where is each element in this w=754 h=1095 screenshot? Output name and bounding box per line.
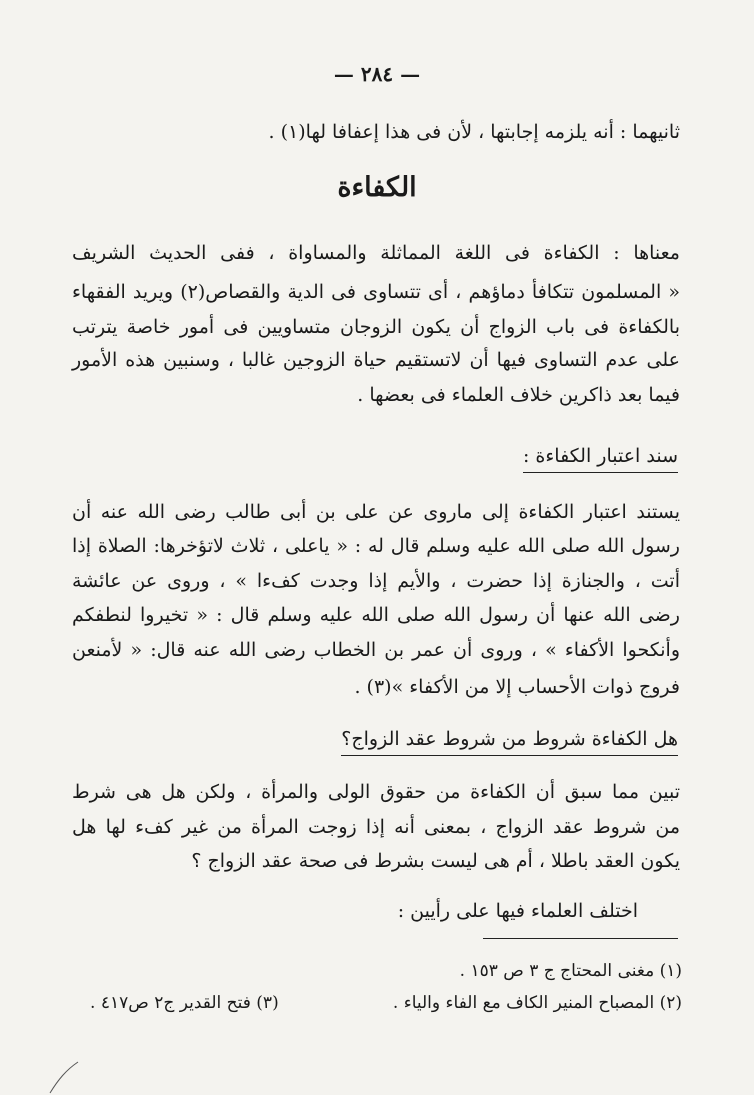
paragraph-line: أتت ، والجنازة إذا حضرت ، والأيم إذا وجدت كفءا » ، وروى عن عائشة [72, 570, 680, 592]
footnote-1: (١) مغنى المحتاج ج ٣ ص ١٥٣ . [459, 961, 682, 981]
paragraph-line: « المسلمون تتكافأ دماؤهم ، أى تتساوى فى الدية والقصاص(٢) ويريد الفقهاء [72, 281, 680, 303]
paragraph-line: تبين مما سبق أن الكفاءة من حقوق الولى والمرأة ، ولكن هل هى شرط [72, 781, 680, 803]
section-heading-basis: سند اعتبار الكفاءة : [523, 442, 678, 473]
paragraph-line: فروج ذوات الأحساب إلا من الأكفاء »(٣) . [354, 676, 680, 698]
footnote-divider [483, 938, 678, 939]
paragraph-line: رضى الله عنها أن رسول الله صلى الله عليه وسلم قال : « تخيروا لنطفكم [72, 604, 680, 626]
paragraph-line: من شروط عقد الزواج ، بمعنى أنه إذا زوجت المرأة من غير كفء لها هل [72, 816, 680, 838]
footnote-2: (٢) المصباح المنير الكاف مع الفاء والياء . [392, 993, 682, 1013]
page-number: — ٢٨٤ — [333, 62, 421, 86]
section-heading-condition: هل الكفاءة شروط من شروط عقد الزواج؟ [341, 725, 678, 756]
paragraph-line: معناها : الكفاءة فى اللغة المماثلة والمساواة ، ففى الحديث الشريف [72, 242, 680, 264]
paragraph-line: رسول الله صلى الله عليه وسلم قال له : « ياعلى ، ثلاث لاتؤخرها: الصلاة إذا [72, 535, 680, 557]
paragraph-line: فيما بعد ذاكرين خلاف العلماء فى بعضها . [357, 384, 680, 406]
pencil-mark [48, 1060, 88, 1094]
paragraph-line: بالكفاءة فى باب الزواج أن يكون الزوجان متساويين فى أمور خاصة يترتب [72, 316, 680, 338]
paragraph-line: يستند اعتبار الكفاءة إلى ماروى عن على بن أبى طالب رضى الله عنه أن [72, 501, 680, 523]
paragraph-line: اختلف العلماء فيها على رأيين : [397, 900, 638, 922]
paragraph-line: على عدم التساوى فيها أن لاتستقيم حياة الزوجين غالبا ، وسنبين هذه الأمور [72, 349, 680, 371]
paragraph-line: يكون العقد باطلا ، أم هى ليست بشرط فى صحة عقد الزواج ؟ [191, 850, 680, 872]
footnote-3: (٣) فتح القدير ج٢ ص٤١٧ . [90, 993, 279, 1013]
intro-line: ثانيهما : أنه يلزمه إجابتها ، لأن فى هذا إعفافا لها(١) . [268, 121, 680, 143]
paragraph-line: وأنكحوا الأكفاء » ، وروى أن عمر بن الخطاب رضى الله عنه قال: « لأمنعن [72, 639, 680, 661]
section-title: الكفاءة [337, 172, 417, 203]
